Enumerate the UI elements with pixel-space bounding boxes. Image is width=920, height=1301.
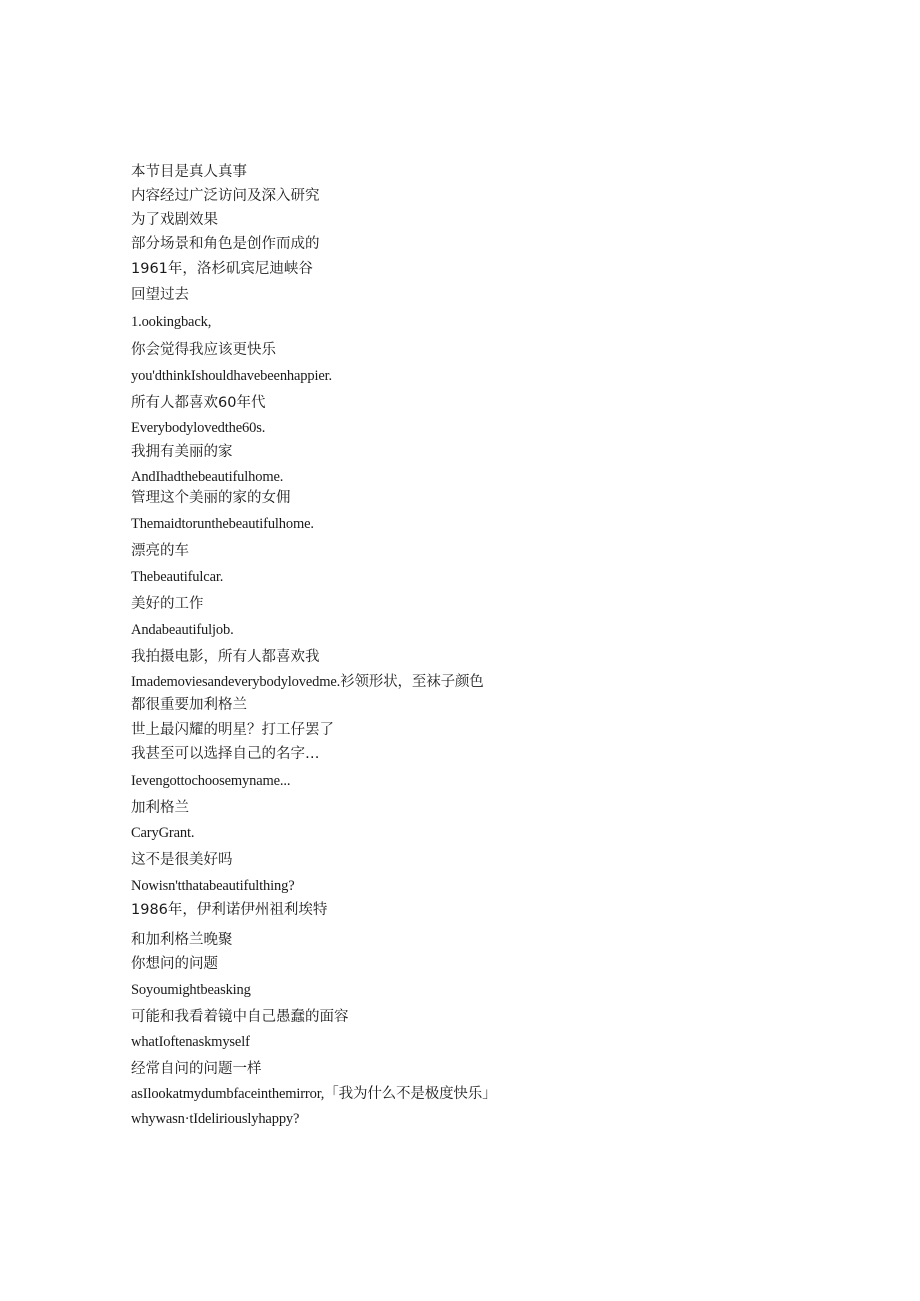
text-line: CaryGrant. — [131, 825, 195, 841]
text-line: 1961年，洛杉矶宾尼迪峡谷 — [131, 261, 313, 277]
text-line: Themaidtorunthebeautifulhome. — [131, 516, 314, 532]
text-line: 你想问的问题 — [131, 956, 218, 972]
text-line: 和加利格兰晚聚 — [131, 932, 233, 948]
text-line: Everybodylovedthe60s. — [131, 420, 266, 436]
text-line: 美好的工作 — [131, 596, 204, 612]
text-line: 你会觉得我应该更快乐 — [131, 342, 276, 358]
text-line: you'dthinkIshouldhavebeenhappier. — [131, 368, 333, 384]
text-line: 为了戏剧效果 — [131, 212, 218, 228]
text-line: 我甚至可以选择自己的名字… — [131, 746, 320, 762]
text-line: Nowisn'tthatabeautifulthing? — [131, 878, 295, 894]
text-line: Andabeautifuljob. — [131, 622, 234, 638]
text-line: Ievengottochoosemyname... — [131, 773, 291, 789]
text-line: 这不是很美好吗 — [131, 852, 233, 868]
text-line: 经常自问的问题一样 — [131, 1061, 262, 1077]
text-line: 世上最闪耀的明星？打工仔罢了 — [131, 722, 334, 738]
text-line: 1986年，伊利诺伊州祖利埃特 — [131, 902, 328, 918]
text-line: 内容经过广泛访问及深入研究 — [131, 188, 320, 204]
text-line: asIlookatmydumbfaceinthemirror,「我为什么不是极度快乐」 — [131, 1086, 497, 1102]
text-line: Thebeautifulcar. — [131, 569, 224, 585]
text-line: 都很重要加利格兰 — [131, 697, 247, 713]
text-line: whatIoftenaskmyself — [131, 1034, 250, 1050]
text-line: 可能和我看着镜中自己愚蠢的面容 — [131, 1009, 349, 1025]
text-line: 所有人都喜欢60年代 — [131, 395, 266, 411]
text-line: 1.ookingback, — [131, 314, 212, 330]
text-line: 部分场景和角色是创作而成的 — [131, 236, 320, 252]
text-line: Imademoviesandeverybodylovedme.衫领形状，至袜子颜色 — [131, 674, 484, 690]
text-line: 我拍摄电影，所有人都喜欢我 — [131, 649, 320, 665]
text-line: Soyoumightbeasking — [131, 982, 251, 998]
text-line: whywasn·tIdeliriouslyhappy? — [131, 1111, 300, 1127]
text-line: 管理这个美丽的家的女佣 — [131, 490, 291, 506]
text-line: 回望过去 — [131, 287, 189, 303]
text-line: AndIhadthebeautifulhome. — [131, 469, 284, 485]
text-line: 加利格兰 — [131, 800, 189, 816]
text-line: 本节目是真人真事 — [131, 164, 247, 180]
text-line: 漂亮的车 — [131, 543, 189, 559]
text-line: 我拥有美丽的家 — [131, 444, 233, 460]
